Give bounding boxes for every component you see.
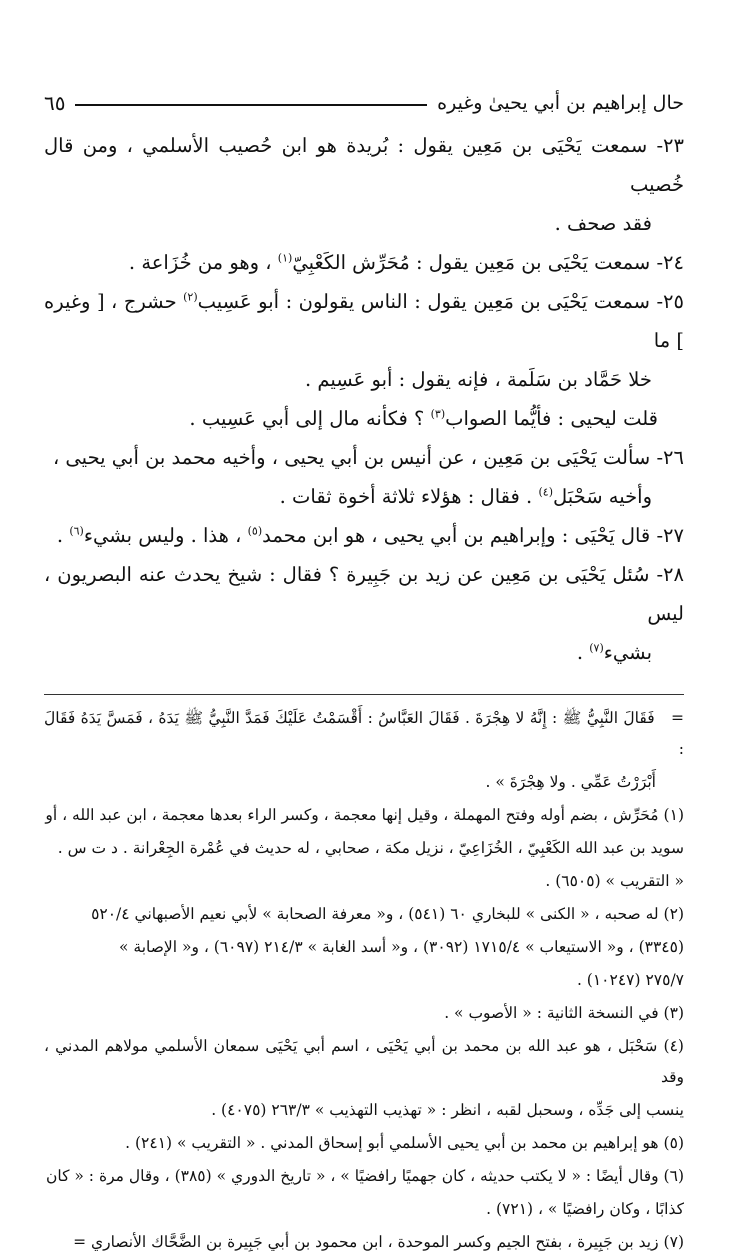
entry-23-continuation [44,204,684,243]
footnote-number: (٧) [663,1233,684,1251]
entry-24 [44,243,684,282]
entry-25 [44,282,684,360]
footnote-5 [44,1128,684,1159]
entry-number: ٢٦- [656,446,684,469]
entry-text: ، هذا . وليس بشيء [83,524,242,547]
entry-text: . [576,641,584,664]
entry-text: بشيء [603,641,652,664]
footnote-text: سَحْبَل ، هو عبد الله بن محمد بن أبي يَحْيَى ، اسم أبي يَحْيَى سمعان الأسلمي مولاهم المدني ، وقد [44,1037,684,1086]
footnote-6-line2 [44,1194,684,1225]
running-title: حال إبراهيم بن أبي يحيىٰ وغيره [437,92,684,114]
entry-text: سمعت يَحْيَى بن مَعِين يقول : بُريدة هو ابن حُصيب الأسلمي ، ومن قال خُصيب [44,134,684,196]
entry-25-continuation [44,360,684,399]
entry-text: سمعت يَحْيَى بن مَعِين يقول : الناس يقولون : أبو عَسِيب [197,290,650,313]
footnote-text: (٣٣٤٥) ، و« الاستيعاب » ١٧١٥/٤ (٣٠٩٢) ، و« أسد الغابة » ٢١٤/٣ (٦٠٩٧) ، و« الإصابة » [118,938,684,956]
entry-text: ؟ فكأنه مال إلى أبي عَسِيب . [189,407,425,430]
footnote-text: سويد بن عبد الله الكَعْبِيّ ، الخُزَاعِيّ ، نزيل مكة ، صحابي ، له حديث في عُمْرة الجِعْرانة . د ت س . [57,839,684,857]
entry-text: سألت يَحْيَى بن مَعِين ، عن أنيس بن أبي يحيى ، وأخيه محمد بن أبي يحيى ، [52,446,651,469]
entry-text: فقد صحف . [554,212,652,235]
footnote-ref: (٦) [69,524,84,538]
footnote-separator [44,694,684,695]
footnote-text: ينسب إلى جَدِّه ، وسحبل لقبه ، انظر : « تهذيب التهذيب » ٢٦٣/٣ (٤٠٧٥) . [211,1101,684,1119]
footnotes [44,703,684,1258]
footnote-text: في النسخة الثانية : « الأصوب » . [444,1004,659,1022]
entry-number: ٢٣- [656,134,684,157]
main-text [44,126,684,672]
footnote-2-line2 [44,932,684,963]
continuation-mark: = [671,709,684,727]
footnote-number: (١) [663,806,684,824]
footnote-text: زيد بن جَبِيرة ، بفتح الجيم وكسر الموحدة ، ابن محمود بن أبي جَبِيرة بن الضَّحَّاك الأنصاري = [73,1233,659,1251]
footnote-4 [44,1031,684,1093]
footnote-3 [44,998,684,1029]
footnote-text: فَقَالَ النَّبِيُّ ﷺ : إِنَّهُ لا هِجْرَةَ . فَقَالَ العَبَّاسُ : أَقْسَمْتُ عَلَيْكَ فَمَدَّ النَّبِيُّ ﷺ يَدَهُ ، فَمَسَّ يَدَهُ فَقَالَ : [44,709,684,758]
footnote-continuation-line2 [44,767,684,798]
footnote-ref: (٢) [183,290,198,304]
footnote-ref: (١) [277,251,293,265]
entry-28-continuation [44,633,684,672]
entry-text: . [56,524,64,547]
entry-number: ٢٨- [656,563,684,586]
entry-text: قال يَحْيَى : وإبراهيم بن أبي يحيى ، هو ابن محمد [262,524,651,547]
footnote-text: كذابًا ، وكان رافضيًا » ، (٧٢١) . [486,1200,684,1218]
entry-text: وأخيه سَحْبَل [552,485,652,508]
entry-text: قلت ليحيى : فأيُّما الصواب [445,407,658,430]
entry-text: . فقال : هؤلاء ثلاثة أخوة ثقات . [279,485,533,508]
entry-27 [44,516,684,555]
page-number: ٦٥ [44,91,66,115]
entry-25-question [44,399,684,438]
book-page [44,86,684,1251]
footnote-number: (٥) [663,1134,684,1152]
footnote-6 [44,1161,684,1192]
entry-26 [44,438,684,477]
footnote-1-line2 [44,833,684,864]
entry-number: ٢٤- [656,251,684,274]
footnote-2 [44,899,684,930]
footnote-1 [44,800,684,831]
footnote-text: ٢٧٥/٧ (١٠٢٤٧) . [576,971,684,989]
footnote-number: (٦) [663,1167,684,1185]
footnote-text: « التقريب » (٦٥٠٥) . [545,872,684,890]
footnote-text: أَبْرَرْتُ عَمِّي . ولا هِجْرَةَ » . [485,773,656,791]
entry-text: سُئل يَحْيَى بن مَعِين عن زيد بن جَبِيرة ؟ فقال : شيخ يحدث عنه البصريون ، ليس [44,563,684,625]
entry-28 [44,555,684,633]
footnote-text: هو إبراهيم بن محمد بن أبي يحيى الأسلمي أبو إسحاق المدني . « التقريب » (٢٤١) . [125,1134,659,1152]
footnote-ref: (٧) [589,641,604,655]
footnote-1-line3 [44,866,684,897]
entry-text: خلا حَمَّاد بن سَلَمة ، فإنه يقول : أبو عَسِيم . [305,368,652,391]
page-header [44,86,684,120]
footnote-ref: (٤) [538,485,553,499]
header-rule [75,104,427,106]
entry-23 [44,126,684,204]
footnote-number: (٢) [663,905,684,923]
footnote-2-line3 [44,965,684,996]
footnote-number: (٣) [663,1004,684,1022]
footnote-continuation [44,703,684,765]
footnote-text: مُحَرِّش ، بضم أوله وفتح المهملة ، وقيل إنها معجمة ، وكسر الراء بعدها معجمة ، ابن عبد الله ، أو [45,806,659,824]
footnote-text: له صحبه ، « الكنى » للبخاري ٦٠ (٥٤١) ، و« معرفة الصحابة » لأبي نعيم الأصبهاني ٥٢٠/٤ [91,905,659,923]
entry-26-continuation [44,477,684,516]
entry-text: سمعت يَحْيَى بن مَعِين يقول : مُحَرِّش الكَعْبِيّ [292,251,651,274]
footnote-number: (٤) [663,1037,684,1055]
footnote-ref: (٥) [247,524,263,538]
footnote-4-line2 [44,1095,684,1126]
footnote-ref: (٣) [430,407,446,421]
footnote-7 [44,1227,684,1258]
footnote-text: وقال أيضًا : « لا يكتب حديثه ، كان جهميًا رافضيًا » ، « تاريخ الدوري » (٣٨٥) ، وقال مرة : « كان [45,1167,659,1185]
entry-number: ٢٧- [656,524,684,547]
entry-text: حشرج ، [ وغيره ] ما [44,290,684,352]
entry-text: ، وهو من خُزَاعة . [128,251,272,274]
entry-number: ٢٥- [656,290,684,313]
